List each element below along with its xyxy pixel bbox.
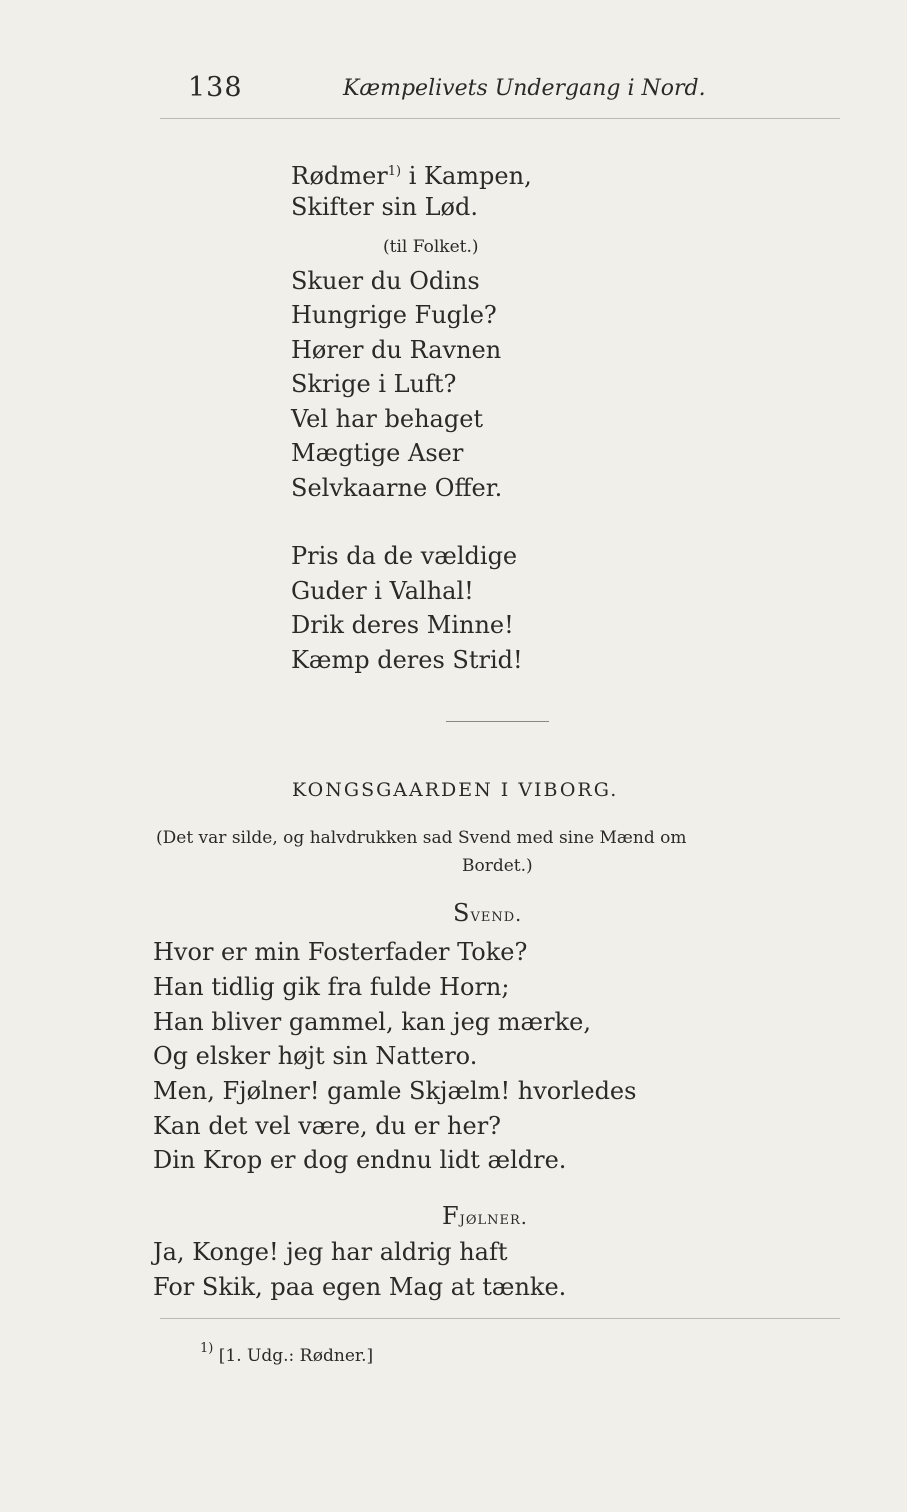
poem-line: Selvkaarne Offer. (291, 474, 503, 502)
footnote-marker: 1) (200, 1341, 214, 1356)
speech-line: Kan det vel være, du er her? (153, 1112, 502, 1140)
speaker-name: Svend. (453, 899, 523, 927)
poem-line: Skifter sin Lød. (291, 193, 478, 221)
speaker-name: Fjølner. (442, 1202, 528, 1230)
speech-line: Han tidlig gik fra fulde Horn; (153, 973, 510, 1001)
footnote-text: [1. Udg.: Rødner.] (218, 1346, 374, 1366)
footnote-rule (160, 1318, 840, 1319)
speech-line: Og elsker højt sin Nattero. (153, 1042, 478, 1070)
stage-direction: (til Folket.) (383, 237, 479, 257)
poem-line: Mægtige Aser (291, 439, 464, 467)
speech-line: Ja, Konge! jeg har aldrig haft (153, 1238, 508, 1266)
page-header (0, 72, 907, 106)
section-divider (446, 721, 549, 722)
header-rule (160, 118, 840, 119)
speech-line: Men, Fjølner! gamle Skjælm! hvorledes (153, 1077, 637, 1105)
poem-line: Skuer du Odins (291, 267, 480, 295)
poem-line: Drik deres Minne! (291, 611, 514, 639)
poem-line: Rødmer$^{1)}$ i Kampen, (291, 162, 532, 190)
speech-line: Hvor er min Fosterfader Toke? (153, 938, 528, 966)
speech-line: For Skik, paa egen Mag at tænke. (153, 1273, 567, 1301)
footnote-ref: 1) (387, 164, 402, 179)
poem-line: Kæmp deres Strid! (291, 646, 523, 674)
scene-heading: KONGSGAARDEN I VIBORG. (292, 779, 619, 801)
scene-direction: (Det var silde, og halvdrukken sad Svend med sine Mænd om (156, 828, 687, 848)
poem-line: Hungrige Fugle? (291, 301, 497, 329)
running-title: Kæmpelivets Undergang i Nord. (343, 76, 706, 101)
footnote (200, 1334, 373, 1371)
page-number: 138 (188, 72, 243, 103)
poem-line: Pris da de vældige (291, 542, 518, 570)
speech-line: Din Krop er dog endnu lidt ældre. (153, 1146, 567, 1174)
poem-line: Guder i Valhal! (291, 577, 474, 605)
speech-line: Han bliver gammel, kan jeg mærke, (153, 1008, 591, 1036)
poem-line: Skrige i Luft? (291, 370, 457, 398)
poem-line: Vel har behaget (291, 405, 484, 433)
scene-direction: Bordet.) (462, 856, 533, 876)
poem-line: Hører du Ravnen (291, 336, 502, 364)
